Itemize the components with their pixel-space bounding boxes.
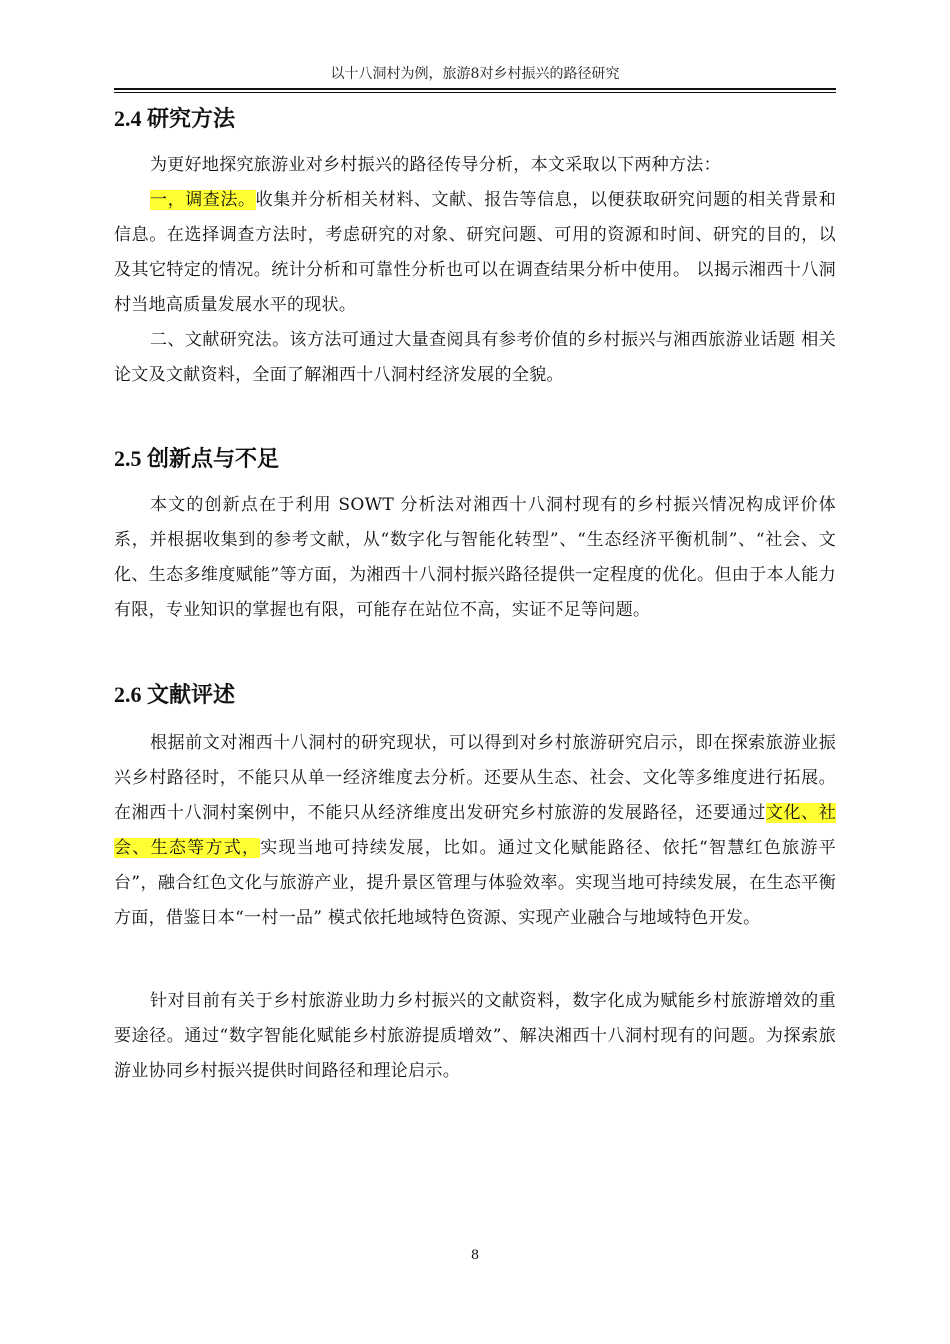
section-heading-2-6: 2.6 文献评述 [114, 682, 236, 707]
paragraph-text: 根据前文对湘西十八洞村的研究现状，可以得到对乡村旅游研究启示，即在探索旅游业振兴乡村路径时，不能只从单一经济维度去分析。还要从生态、社会、文化等多维度进行拓展。在湘西十八洞村案例中，不能只从经济维度出发研究乡村旅游的发展路径，还要通过 [114, 733, 836, 823]
paragraph-2-5-innovation: 本文的创新点在于利用 SOWT 分析法对湘西十八洞村现有的乡村振兴情况构成评价体系，并根据收集到的参考文献，从“数字化与智能化转型”、“生态经济平衡机制”、“社会、文化、生态多维度赋能”等方面，为湘西十八洞村振兴路径提供一定程度的优化。但由于本人能力有限，专业知识的掌握也有限，可能存在站位不高，实证不足等问题。 [114, 495, 836, 620]
highlighted-text: 一，调查法。 [150, 190, 256, 210]
paragraph-text: 收集并分析相关材料、文献、报告等信息，以便获取研究问题的相关背景和信息。在选择调查方法时，考虑研究的对象、研究问题、可用的资源和时间、研究的目的，以及其它特定的情况。统计分析和可靠性分析也可以在调查结果分析中使用。 以揭示湘西十八洞村当地高质量发展水平的现状。 [114, 190, 836, 315]
highlighted-text: 文化、社会、生态等方式， [114, 803, 836, 858]
paragraph-2-6-review [114, 726, 836, 936]
paragraph-text: 实现当地可持续发展，比如。通过文化赋能路径、依托“智慧红色旅游平台”，融合红色文化与旅游产业，提升景区管理与体验效率。实现当地可持续发展，在生态平衡方面，借鉴日本“一村一品” 模式依托地域特色资源、实现产业融合与地域特色开发。 [114, 838, 836, 928]
paragraph-2-4-survey [114, 183, 836, 323]
running-header: 以十八洞村为例，旅游8对乡村振兴的路径研究 [330, 66, 620, 82]
section-heading-2-4: 2.4 研究方法 [114, 106, 236, 131]
section-heading-2-5: 2.5 创新点与不足 [114, 446, 280, 471]
paragraph-2-4-literature: 二、文献研究法。该方法可通过大量查阅具有参考价值的乡村振兴与湘西旅游业话题 相关论文及文献资料，全面了解湘西十八洞村经济发展的全貌。 [114, 330, 836, 385]
header-rule-thick [114, 88, 836, 90]
paragraph-2-6-digital: 针对目前有关于乡村旅游业助力乡村振兴的文献资料，数字化成为赋能乡村旅游增效的重要途径。通过“数字智能化赋能乡村旅游提质增效”、解决湘西十八洞村现有的问题。为探索旅游业协同乡村振兴提供时间路径和理论启示。 [114, 991, 836, 1081]
page-number: 8 [470, 1248, 480, 1263]
paragraph-2-4-intro: 为更好地探究旅游业对乡村振兴的路径传导分析，本文采取以下两种方法： [150, 155, 721, 175]
header-rule-thin [114, 92, 836, 93]
